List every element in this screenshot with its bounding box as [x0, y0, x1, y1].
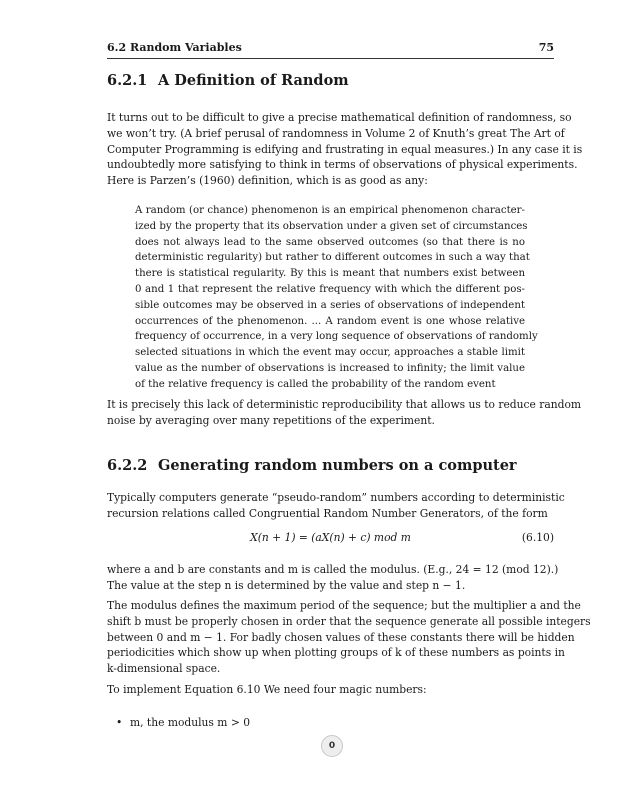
quote-line: ized by the property that its observation under a given set of circumstances: [135, 220, 528, 232]
intro-paragraph: [107, 110, 583, 189]
section-number: 6.2.2: [107, 457, 148, 474]
quote-line: sible outcomes may be observed in a series of observations of independent: [135, 299, 525, 311]
text-line: undoubtedly more satisfying to think in terms of observations of physical experiments.: [107, 158, 578, 172]
text-line: k-dimensional space.: [107, 662, 221, 676]
header-rule: [107, 58, 554, 59]
text-line: where a and b are constants and m is called the modulus. (E.g., 24 = 12 (mod 12).): [107, 563, 559, 576]
modulus-paragraph: [107, 598, 591, 677]
page-badge[interactable]: 0: [321, 735, 343, 757]
quote-line: there is statistical regularity. By this is meant that numbers exist between: [135, 268, 525, 280]
text-line: To implement Equation 6.10 We need four magic numbers:: [107, 683, 427, 696]
quote-line: does not always lead to the same observed outcomes (so that there is no: [135, 236, 525, 248]
section-number: 6.2.1: [107, 72, 148, 89]
quote-line: selected situations in which the event may occur, approaches a stable limit: [135, 347, 525, 359]
text-line: The modulus defines the maximum period of the sequence; but the multiplier a and the: [107, 599, 581, 612]
text-line: shift b must be properly chosen in order that the sequence generate all possible integers: [107, 614, 591, 628]
quote-line: A random (or chance) phenomenon is an empirical phenomenon character-: [135, 205, 525, 216]
text-line: Computer Programming is edifying and frustrating in equal measures.) In any case it is: [107, 142, 583, 156]
bullet-icon: •: [116, 716, 123, 729]
header-page-number: 75: [538, 41, 554, 54]
section-heading-6-2-2: [107, 457, 554, 474]
section-heading-6-2-1: [107, 72, 554, 89]
bullet-item: [116, 716, 250, 729]
text-line: The value at the step n is determined by the value and step n − 1.: [107, 578, 466, 592]
quote-line: of the relative frequency is called the probability of the random event: [135, 378, 496, 390]
text-line: Typically computers generate “pseudo-random” numbers according to deterministic: [107, 491, 565, 504]
constants-paragraph: [107, 562, 559, 594]
equation-number: (6.10): [521, 531, 554, 544]
closing-paragraph: [107, 397, 582, 429]
text-line: Here is Parzen’s (1960) definition, which is as good as any:: [107, 174, 428, 188]
bullet-text: m, the modulus m > 0: [130, 716, 250, 729]
quote-line: frequency of occurrence, in a very long sequence of observations of randomly: [135, 331, 538, 343]
text-line: noise by averaging over many repetitions of the experiment.: [107, 413, 435, 427]
equation-expression: X(n + 1) = (aX(n) + c) mod m: [250, 531, 411, 544]
text-line: It is precisely this lack of deterministic reproducibility that allows us to reduce random: [107, 398, 582, 411]
text-line: between 0 and m − 1. For badly chosen values of these constants there will be hidden: [107, 630, 575, 644]
equation-6-10: [107, 531, 554, 547]
text-line: It turns out to be difficult to give a precise mathematical definition of randomness, so: [107, 111, 572, 124]
parzen-quote: [135, 203, 538, 393]
implement-paragraph: [107, 682, 554, 698]
text-line: we won’t try. (A brief perusal of randomness in Volume 2 of Knuth’s great The Art of: [107, 126, 565, 140]
text-line: periodicities which show up when plotting groups of k of these numbers as points in: [107, 646, 565, 660]
generators-paragraph: [107, 490, 565, 522]
section-title: Generating random numbers on a computer: [158, 457, 517, 474]
text-line: recursion relations called Congruential Random Number Generators, of the form: [107, 506, 548, 520]
quote-line: value as the number of observations is increased to infinity; the limit value: [135, 362, 525, 374]
header-section-title: 6.2 Random Variables: [107, 41, 242, 54]
quote-line: deterministic regularity) but rather to different outcomes in such a way that: [135, 252, 530, 264]
section-title: A Definition of Random: [158, 72, 349, 89]
quote-line: 0 and 1 that represent the relative frequency with which the different pos-: [135, 283, 525, 295]
quote-line: occurrences of the phenomenon. ... A random event is one whose relative: [135, 315, 525, 327]
